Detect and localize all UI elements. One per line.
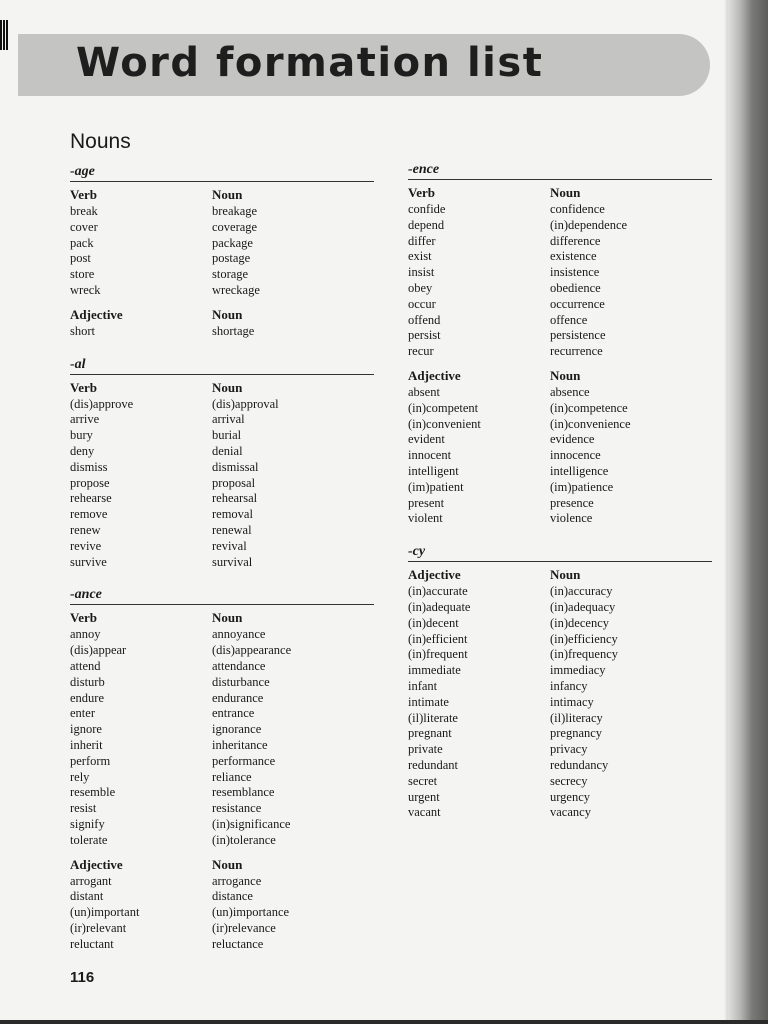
word-table bbox=[70, 379, 374, 571]
table-row bbox=[408, 695, 712, 711]
column-header: Adjective bbox=[408, 567, 461, 583]
derived-noun: resistance bbox=[212, 801, 262, 816]
table-row bbox=[70, 460, 374, 476]
word-table bbox=[70, 849, 374, 953]
table-row bbox=[70, 770, 374, 786]
column-header: Noun bbox=[212, 610, 243, 626]
base-word: (il)literate bbox=[408, 710, 458, 725]
base-word: immediate bbox=[408, 663, 461, 678]
derived-noun: (in)dependence bbox=[550, 217, 628, 232]
derived-noun: resemblance bbox=[212, 785, 275, 800]
derived-noun: (in)efficiency bbox=[550, 631, 618, 646]
suffix-heading: -al bbox=[70, 356, 374, 375]
derived-noun: postage bbox=[212, 251, 251, 266]
derived-noun: wreckage bbox=[212, 282, 260, 297]
base-word: bury bbox=[70, 428, 93, 443]
table-row bbox=[408, 385, 712, 401]
base-word: (in)adequate bbox=[408, 599, 471, 614]
column-header: Noun bbox=[550, 185, 581, 200]
base-word: reluctant bbox=[70, 936, 114, 951]
table-row bbox=[70, 722, 374, 738]
base-word: annoy bbox=[70, 627, 101, 642]
base-word: remove bbox=[70, 507, 108, 522]
base-word: innocent bbox=[408, 448, 452, 463]
column-header: Verb bbox=[70, 187, 97, 202]
suffix-heading: -cy bbox=[408, 543, 712, 562]
table-row bbox=[70, 659, 374, 675]
derived-noun: reluctance bbox=[212, 936, 264, 951]
base-word: endure bbox=[70, 690, 105, 705]
derived-noun: urgency bbox=[550, 789, 591, 804]
table-header-row bbox=[408, 566, 712, 584]
table-row bbox=[70, 412, 374, 428]
table-row bbox=[70, 706, 374, 722]
table-row bbox=[408, 742, 712, 758]
base-word: (in)competent bbox=[408, 400, 479, 415]
base-word: recur bbox=[408, 344, 434, 359]
base-word: evident bbox=[408, 432, 445, 447]
derived-noun: existence bbox=[550, 249, 597, 264]
column-header: Noun bbox=[212, 187, 243, 202]
base-word: exist bbox=[408, 249, 432, 264]
table-row bbox=[408, 234, 712, 250]
base-word: present bbox=[408, 495, 445, 510]
table-row bbox=[70, 937, 374, 953]
column-header: Noun bbox=[212, 306, 243, 322]
derived-noun: innocence bbox=[550, 448, 601, 463]
table-row bbox=[70, 675, 374, 691]
table-row bbox=[408, 328, 712, 344]
base-word: cover bbox=[70, 219, 98, 234]
column-header: Adjective bbox=[70, 856, 123, 872]
table-row bbox=[70, 905, 374, 921]
table-row bbox=[70, 785, 374, 801]
word-table bbox=[70, 299, 374, 340]
table-row bbox=[70, 236, 374, 252]
table-row bbox=[408, 616, 712, 632]
base-word: offend bbox=[408, 312, 441, 327]
base-word: enter bbox=[70, 706, 95, 721]
base-word: (in)accurate bbox=[408, 584, 468, 599]
table-header-row bbox=[70, 609, 374, 627]
table-row bbox=[408, 679, 712, 695]
derived-noun: (in)tolerance bbox=[212, 832, 276, 847]
derived-noun: recurrence bbox=[550, 344, 603, 359]
derived-noun: occurrence bbox=[550, 296, 605, 311]
table-row bbox=[408, 663, 712, 679]
table-row bbox=[408, 202, 712, 218]
base-word: propose bbox=[70, 475, 110, 490]
base-word: (ir)relevant bbox=[70, 920, 127, 935]
base-word: dismiss bbox=[70, 459, 108, 474]
table-row bbox=[70, 801, 374, 817]
base-word: rehearse bbox=[70, 491, 112, 506]
base-word: insist bbox=[408, 265, 435, 280]
base-word: (dis)approve bbox=[70, 396, 134, 411]
word-table bbox=[70, 186, 374, 299]
derived-noun: removal bbox=[212, 507, 253, 522]
derived-noun: vacancy bbox=[550, 805, 591, 820]
base-word: confide bbox=[408, 202, 446, 216]
base-word: depend bbox=[408, 217, 445, 232]
base-word: rely bbox=[70, 769, 90, 784]
table-row bbox=[408, 711, 712, 727]
derived-noun: (in)competence bbox=[550, 400, 628, 415]
table-row bbox=[408, 511, 712, 527]
base-word: short bbox=[70, 323, 95, 338]
derived-noun: privacy bbox=[550, 742, 588, 757]
derived-noun: violence bbox=[550, 511, 593, 526]
table-row bbox=[408, 647, 712, 663]
table-row bbox=[408, 249, 712, 265]
derived-noun: (dis)approval bbox=[212, 396, 279, 411]
base-word: violent bbox=[408, 511, 443, 526]
base-word: (in)frequent bbox=[408, 647, 468, 662]
derived-noun: (un)importance bbox=[212, 905, 290, 920]
table-header-row bbox=[408, 367, 712, 385]
table-row bbox=[408, 218, 712, 234]
column-header: Verb bbox=[70, 610, 97, 626]
derived-noun: dismissal bbox=[212, 459, 259, 474]
derived-noun: breakage bbox=[212, 204, 258, 218]
table-row bbox=[408, 758, 712, 774]
suffix-group bbox=[408, 543, 712, 821]
base-word: attend bbox=[70, 658, 101, 673]
binding-mark bbox=[0, 20, 8, 50]
suffix-group bbox=[70, 163, 374, 340]
section-heading-nouns: Nouns bbox=[70, 130, 131, 153]
derived-noun: burial bbox=[212, 428, 242, 443]
column-header: Noun bbox=[212, 856, 243, 872]
base-word: urgent bbox=[408, 789, 440, 804]
derived-noun: (ir)relevance bbox=[212, 920, 276, 935]
derived-noun: annoyance bbox=[212, 627, 266, 642]
derived-noun: package bbox=[212, 235, 253, 250]
base-word: differ bbox=[408, 233, 436, 248]
word-table bbox=[408, 184, 712, 360]
table-row bbox=[408, 313, 712, 329]
table-row bbox=[70, 251, 374, 267]
derived-noun: redundancy bbox=[550, 757, 609, 772]
base-word: disturb bbox=[70, 674, 105, 689]
derived-noun: intimacy bbox=[550, 694, 594, 709]
derived-noun: distance bbox=[212, 889, 253, 904]
derived-noun: immediacy bbox=[550, 663, 606, 678]
base-word: vacant bbox=[408, 805, 441, 820]
base-word: secret bbox=[408, 773, 438, 788]
table-row bbox=[70, 507, 374, 523]
table-header-row bbox=[70, 856, 374, 874]
base-word: intelligent bbox=[408, 463, 459, 478]
column-header: Adjective bbox=[408, 367, 461, 383]
derived-noun: secrecy bbox=[550, 773, 588, 788]
table-row bbox=[70, 523, 374, 539]
derived-noun: (il)literacy bbox=[550, 710, 603, 725]
table-row bbox=[70, 555, 374, 571]
table-row bbox=[408, 432, 712, 448]
base-word: occur bbox=[408, 296, 436, 311]
column-header: Noun bbox=[550, 367, 581, 383]
derived-noun: rehearsal bbox=[212, 491, 258, 506]
table-row bbox=[408, 805, 712, 821]
base-word: revive bbox=[70, 538, 102, 553]
left-column bbox=[70, 163, 374, 968]
base-word: ignore bbox=[70, 722, 102, 737]
word-table bbox=[70, 609, 374, 848]
table-row bbox=[70, 874, 374, 890]
table-row bbox=[70, 491, 374, 507]
base-word: inherit bbox=[70, 737, 103, 752]
table-row bbox=[408, 790, 712, 806]
column-header: Verb bbox=[70, 379, 97, 395]
derived-noun: evidence bbox=[550, 432, 595, 447]
derived-noun: arrival bbox=[212, 412, 245, 427]
table-row bbox=[70, 267, 374, 283]
derived-noun: difference bbox=[550, 233, 601, 248]
table-row bbox=[70, 428, 374, 444]
derived-noun: (im)patience bbox=[550, 479, 614, 494]
table-row bbox=[408, 401, 712, 417]
base-word: pregnant bbox=[408, 726, 452, 741]
base-word: (in)convenient bbox=[408, 416, 481, 431]
derived-noun: inheritance bbox=[212, 737, 268, 752]
derived-noun: proposal bbox=[212, 475, 256, 490]
table-row bbox=[70, 283, 374, 299]
base-word: (in)decent bbox=[408, 615, 459, 630]
derived-noun: attendance bbox=[212, 658, 266, 673]
derived-noun: (in)accuracy bbox=[550, 584, 613, 599]
derived-noun: pregnancy bbox=[550, 726, 603, 741]
derived-noun: (in)frequency bbox=[550, 647, 619, 662]
derived-noun: (in)convenience bbox=[550, 416, 631, 431]
derived-noun: obedience bbox=[550, 280, 601, 295]
derived-noun: (dis)appearance bbox=[212, 643, 292, 658]
derived-noun: survival bbox=[212, 554, 253, 569]
base-word: (dis)appear bbox=[70, 643, 127, 658]
derived-noun: infancy bbox=[550, 678, 588, 693]
table-row bbox=[408, 448, 712, 464]
suffix-group bbox=[70, 586, 374, 952]
table-row bbox=[408, 726, 712, 742]
table-row bbox=[70, 397, 374, 413]
table-row bbox=[70, 754, 374, 770]
derived-noun: entrance bbox=[212, 706, 255, 721]
base-word: distant bbox=[70, 889, 104, 904]
table-row bbox=[70, 444, 374, 460]
derived-noun: intelligence bbox=[550, 463, 609, 478]
table-header-row bbox=[70, 186, 374, 204]
base-word: perform bbox=[70, 753, 111, 768]
derived-noun: persistence bbox=[550, 328, 606, 343]
table-row bbox=[70, 643, 374, 659]
derived-noun: (in)adequacy bbox=[550, 599, 616, 614]
base-word: wreck bbox=[70, 282, 101, 297]
column-header: Verb bbox=[408, 185, 435, 200]
table-header-row bbox=[70, 306, 374, 324]
table-row bbox=[70, 220, 374, 236]
base-word: resist bbox=[70, 801, 97, 816]
table-row bbox=[408, 297, 712, 313]
table-row bbox=[408, 265, 712, 281]
base-word: obey bbox=[408, 280, 433, 295]
table-row bbox=[70, 738, 374, 754]
base-word: private bbox=[408, 742, 443, 757]
base-word: infant bbox=[408, 678, 438, 693]
table-header-row bbox=[70, 379, 374, 397]
table-row bbox=[408, 344, 712, 360]
derived-noun: (in)decency bbox=[550, 615, 609, 630]
base-word: store bbox=[70, 267, 95, 282]
derived-noun: endurance bbox=[212, 690, 264, 705]
suffix-group bbox=[70, 356, 374, 571]
base-word: redundant bbox=[408, 757, 458, 772]
table-row bbox=[408, 464, 712, 480]
base-word: (in)efficient bbox=[408, 631, 468, 646]
base-word: renew bbox=[70, 522, 101, 537]
derived-noun: shortage bbox=[212, 323, 255, 338]
table-header-row bbox=[408, 184, 712, 202]
column-header: Adjective bbox=[70, 306, 123, 322]
derived-noun: performance bbox=[212, 753, 276, 768]
book-spine-edge bbox=[728, 0, 768, 1024]
table-row bbox=[408, 480, 712, 496]
table-row bbox=[70, 539, 374, 555]
derived-noun: absence bbox=[550, 384, 590, 399]
derived-noun: renewal bbox=[212, 522, 252, 537]
base-word: resemble bbox=[70, 785, 116, 800]
base-word: persist bbox=[408, 328, 441, 343]
derived-noun: disturbance bbox=[212, 674, 270, 689]
derived-noun: storage bbox=[212, 267, 249, 282]
suffix-group bbox=[408, 161, 712, 527]
base-word: intimate bbox=[408, 694, 449, 709]
derived-noun: offence bbox=[550, 312, 588, 327]
base-word: arrogant bbox=[70, 873, 112, 888]
table-row bbox=[70, 889, 374, 905]
base-word: survive bbox=[70, 554, 107, 569]
derived-noun: (in)significance bbox=[212, 816, 291, 831]
column-header: Noun bbox=[212, 379, 243, 395]
suffix-heading: -age bbox=[70, 163, 374, 182]
suffix-heading: -ance bbox=[70, 586, 374, 605]
base-word: tolerate bbox=[70, 832, 108, 847]
derived-noun: ignorance bbox=[212, 722, 262, 737]
table-row bbox=[408, 496, 712, 512]
table-row bbox=[408, 417, 712, 433]
derived-noun: arrogance bbox=[212, 873, 262, 888]
derived-noun: presence bbox=[550, 495, 594, 510]
base-word: signify bbox=[70, 816, 105, 831]
table-row bbox=[70, 627, 374, 643]
derived-noun: confidence bbox=[550, 202, 605, 216]
table-row bbox=[408, 600, 712, 616]
base-word: (im)patient bbox=[408, 479, 464, 494]
table-row bbox=[408, 632, 712, 648]
table-row bbox=[70, 691, 374, 707]
derived-noun: denial bbox=[212, 443, 243, 458]
derived-noun: insistence bbox=[550, 265, 600, 280]
table-row bbox=[70, 817, 374, 833]
suffix-heading: -ence bbox=[408, 161, 712, 180]
base-word: absent bbox=[408, 384, 440, 399]
base-word: break bbox=[70, 204, 98, 218]
base-word: pack bbox=[70, 235, 94, 250]
base-word: post bbox=[70, 251, 91, 266]
base-word: deny bbox=[70, 443, 95, 458]
table-row bbox=[70, 833, 374, 849]
derived-noun: revival bbox=[212, 538, 247, 553]
column-header: Noun bbox=[550, 567, 581, 583]
base-word: arrive bbox=[70, 412, 100, 427]
table-row bbox=[408, 584, 712, 600]
bottom-page-edge bbox=[0, 1020, 768, 1024]
page-number: 116 bbox=[70, 969, 95, 986]
table-row bbox=[70, 921, 374, 937]
word-table bbox=[408, 566, 712, 821]
table-row bbox=[70, 324, 374, 340]
table-row bbox=[70, 476, 374, 492]
word-table bbox=[408, 360, 712, 527]
table-row bbox=[408, 774, 712, 790]
table-row bbox=[408, 281, 712, 297]
base-word: (un)important bbox=[70, 905, 140, 920]
derived-noun: reliance bbox=[212, 769, 252, 784]
derived-noun: coverage bbox=[212, 219, 258, 234]
page-title: Word formation list bbox=[76, 40, 544, 86]
right-column bbox=[408, 161, 712, 837]
table-row bbox=[70, 204, 374, 220]
